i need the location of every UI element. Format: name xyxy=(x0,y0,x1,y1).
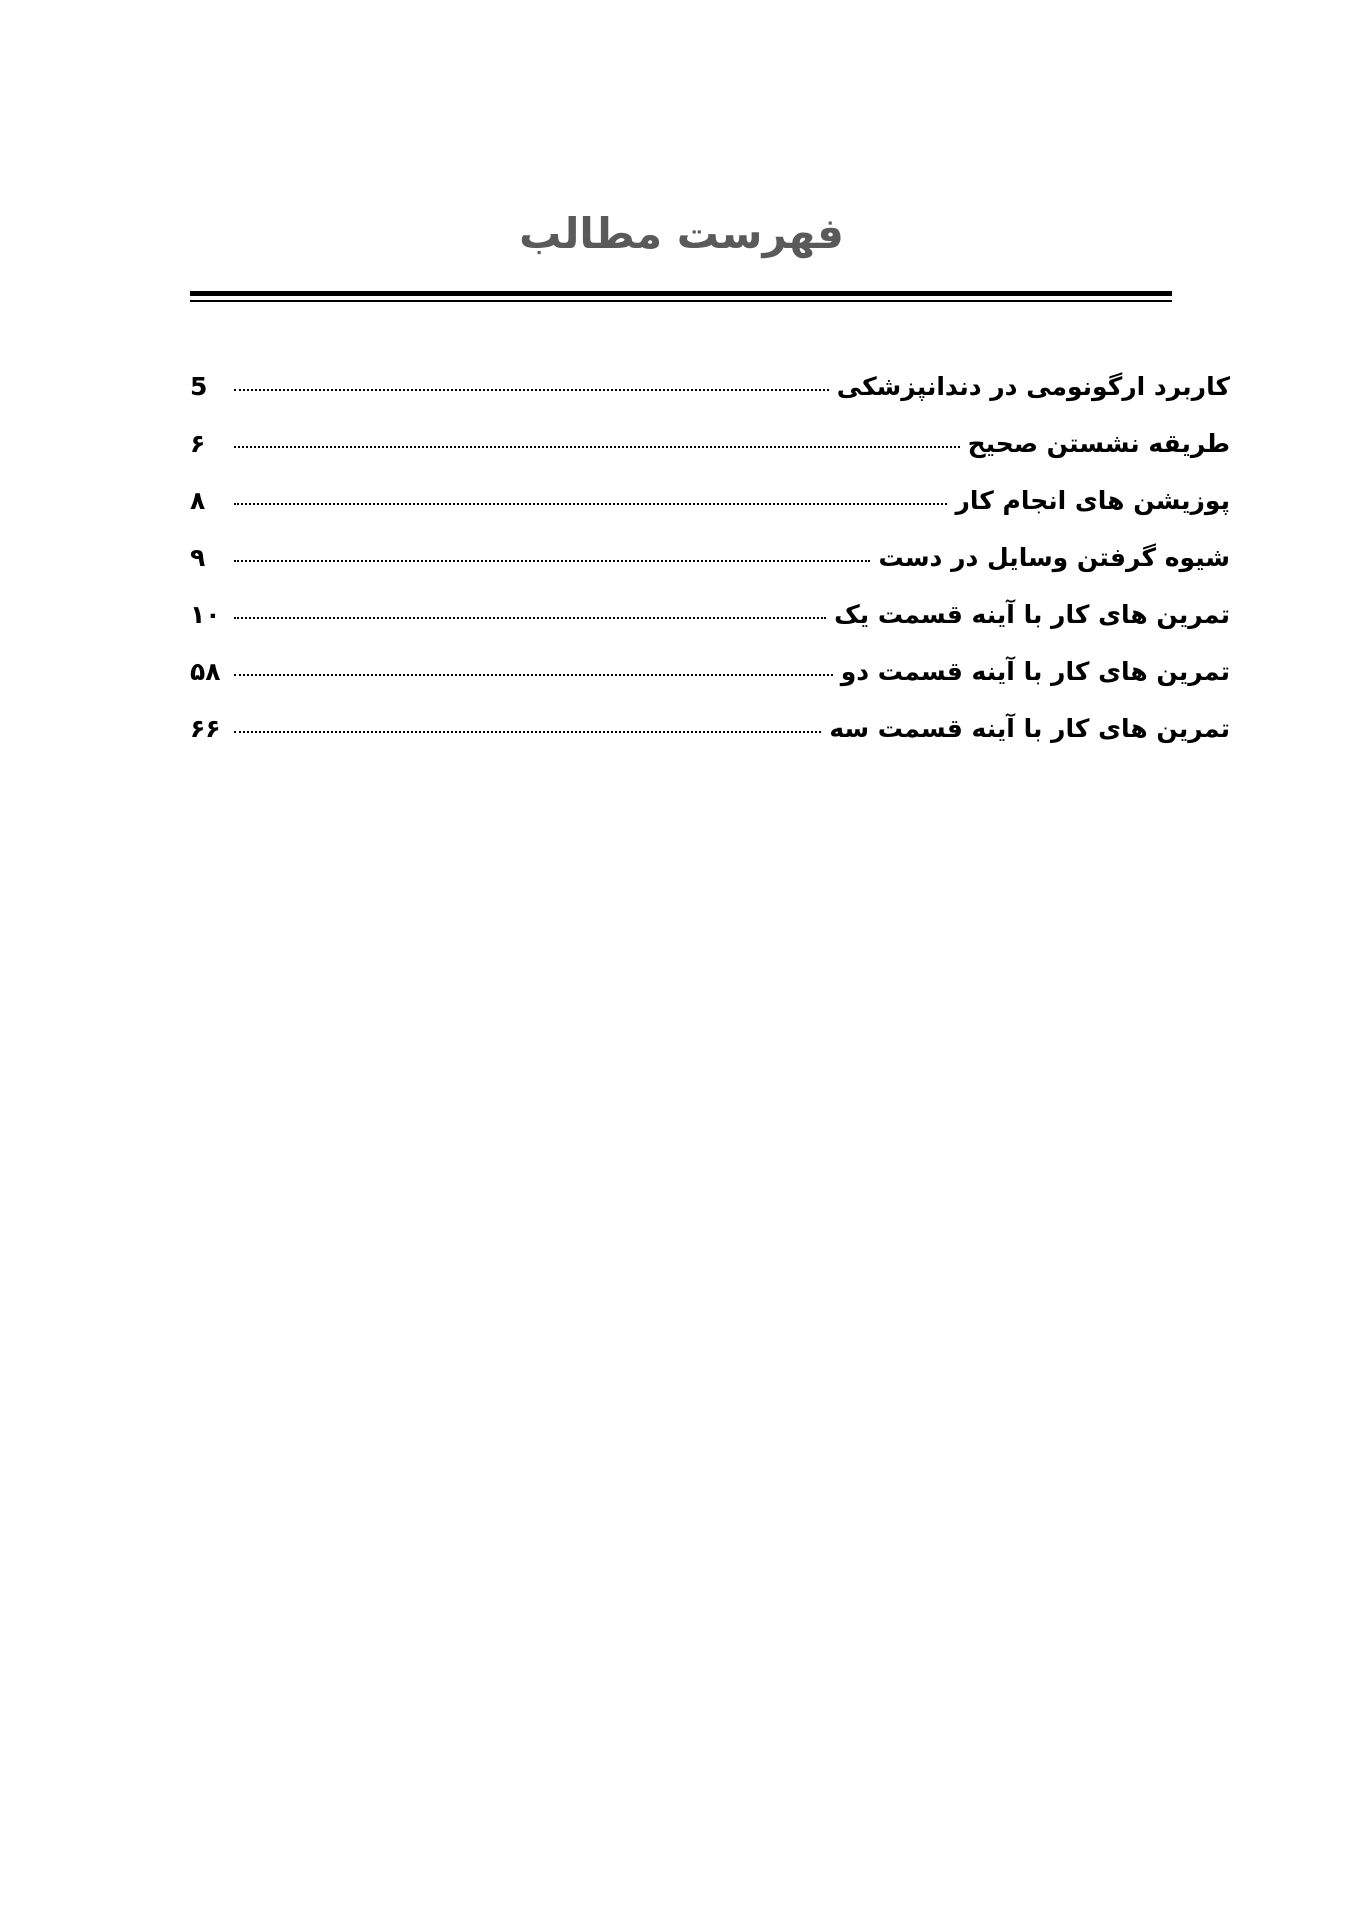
toc-leader-dots xyxy=(234,389,829,391)
toc-page-number: ۶۶ xyxy=(190,714,221,743)
toc-entry-title: تمرین های کار با آینه قسمت سه xyxy=(829,714,1230,743)
title-divider-thin xyxy=(190,300,1172,302)
toc-entry-title: پوزیشن های انجام کار xyxy=(955,486,1230,515)
toc-leader-dots xyxy=(234,560,870,562)
toc-page-number: ۱۰ xyxy=(190,600,221,629)
toc-entry[interactable] xyxy=(190,543,1230,600)
toc-entry[interactable] xyxy=(190,600,1230,657)
toc-page-number: ۹ xyxy=(190,543,206,572)
toc-leader-dots xyxy=(234,503,947,505)
toc-leader-dots xyxy=(234,674,833,676)
toc-entry[interactable] xyxy=(190,714,1230,771)
toc-page-number: 5 xyxy=(190,372,208,401)
toc-leader-dots xyxy=(234,446,960,448)
toc-entry-title: شیوه گرفتن وسایل در دست xyxy=(878,543,1230,572)
toc-entry[interactable] xyxy=(190,372,1230,429)
toc-page-number: ۸ xyxy=(190,486,206,515)
toc-entry-title: کاربرد ارگونومی در دندانپزشکی xyxy=(836,372,1230,401)
table-of-contents xyxy=(190,372,1230,771)
title-divider-thick xyxy=(190,291,1172,296)
toc-page-number: ۶ xyxy=(190,429,206,458)
toc-leader-dots xyxy=(234,731,821,733)
toc-leader-dots xyxy=(234,617,826,619)
toc-entry[interactable] xyxy=(190,657,1230,714)
toc-entry[interactable] xyxy=(190,429,1230,486)
toc-entry-title: تمرین های کار با آینه قسمت دو xyxy=(840,657,1230,686)
page-title: فهرست مطالب xyxy=(519,209,844,258)
toc-entry-title: تمرین های کار با آینه قسمت یک xyxy=(834,600,1230,629)
toc-entry-title: طریقه نشستن صحیح xyxy=(967,429,1230,458)
toc-page-number: ۵۸ xyxy=(190,657,221,686)
toc-entry[interactable] xyxy=(190,486,1230,543)
